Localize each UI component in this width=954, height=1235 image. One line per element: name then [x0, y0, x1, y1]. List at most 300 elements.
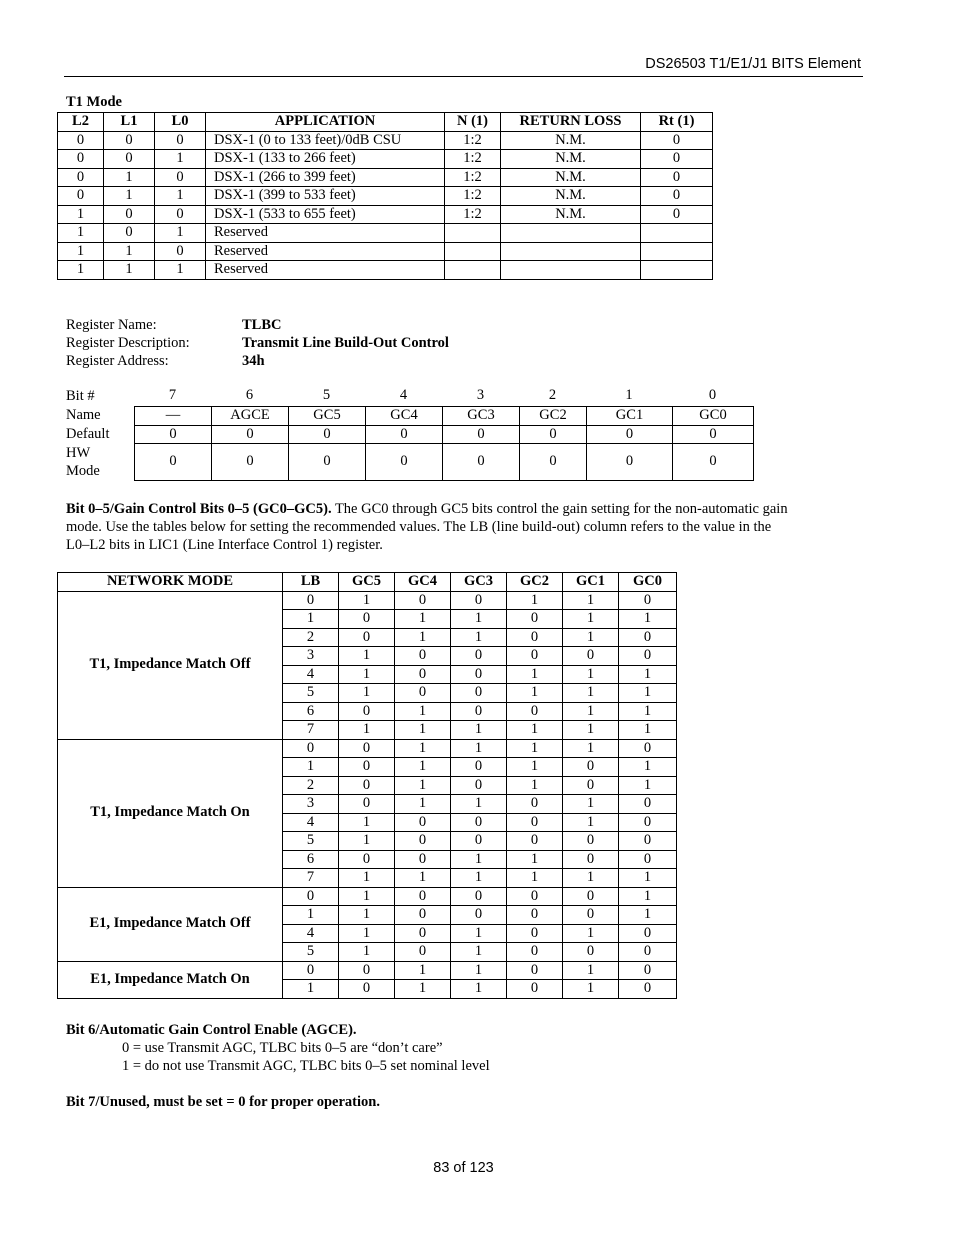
gain-header-cell: GC0	[619, 573, 677, 592]
gain-value-cell: 1	[451, 943, 507, 962]
gain-value-cell: 0	[451, 832, 507, 851]
gain-value-cell: 7	[283, 721, 339, 740]
gain-value-cell: 1	[507, 869, 563, 888]
t1-table-cell: 1	[155, 187, 206, 206]
gain-value-cell: 0	[507, 795, 563, 814]
bit-number-cell: 7	[168, 387, 177, 403]
gain-header-cell: NETWORK MODE	[58, 573, 283, 592]
t1-table-cell: 0	[104, 224, 155, 243]
gain-value-cell: 0	[395, 684, 451, 703]
gain-value-cell: 1	[563, 739, 619, 758]
bit-name-cell: GC3	[443, 407, 520, 426]
t1-table-cell: DSX-1 (133 to 266 feet)	[206, 150, 445, 169]
gain-value-cell: 1	[563, 628, 619, 647]
gain-value-cell: 0	[507, 924, 563, 943]
gain-value-cell: 0	[339, 961, 395, 980]
bit-name-cell: GC0	[673, 407, 754, 426]
t1-table-cell: 0	[641, 131, 713, 150]
gain-value-cell: 0	[563, 906, 619, 925]
gain-value-cell: 1	[563, 813, 619, 832]
t1-table-cell: Reserved	[206, 261, 445, 280]
gain-value-cell: 0	[563, 647, 619, 666]
gain-value-cell: 1	[395, 758, 451, 777]
t1-header-cell: L2	[58, 113, 104, 132]
gain-value-cell: 1	[339, 591, 395, 610]
bit-hw-cell: 0	[289, 444, 366, 481]
gain-value-cell: 6	[283, 850, 339, 869]
gain-value-cell: 2	[283, 776, 339, 795]
t1-header-cell: Rt (1)	[641, 113, 713, 132]
gain-value-cell: 0	[619, 943, 677, 962]
bit-number-label: Bit #	[66, 388, 95, 404]
t1-table-cell: N.M.	[501, 131, 641, 150]
gain-value-cell: 0	[395, 591, 451, 610]
gain-value-cell: 0	[563, 832, 619, 851]
gain-value-cell: 1	[339, 906, 395, 925]
bit-default-label: Default	[66, 426, 110, 442]
gain-table-row	[58, 887, 677, 906]
bit-name-cell: AGCE	[212, 407, 289, 426]
gain-value-cell: 1	[619, 776, 677, 795]
bit-number-row	[134, 387, 753, 405]
t1-table-cell	[501, 261, 641, 280]
header-rule	[64, 76, 863, 77]
bit-name-cell: GC1	[587, 407, 673, 426]
t1-table-cell: DSX-1 (533 to 655 feet)	[206, 205, 445, 224]
gain-value-cell: 1	[339, 943, 395, 962]
network-mode-cell: T1, Impedance Match On	[58, 739, 283, 887]
bit-name-cell: —	[135, 407, 212, 426]
bit-hw-cell: 0	[587, 444, 673, 481]
bit-name-row	[135, 407, 754, 426]
t1-table-cell: Reserved	[206, 242, 445, 261]
t1-table-cell: N.M.	[501, 150, 641, 169]
bit-name-cell: GC4	[366, 407, 443, 426]
t1-table-cell: 0	[58, 150, 104, 169]
gain-value-cell: 0	[619, 850, 677, 869]
gain-control-text-1: The GC0 through GC5 bits control the gain setting for the non-automatic gain	[331, 501, 788, 517]
gain-value-cell: 1	[619, 610, 677, 629]
gain-table-header-row	[58, 573, 677, 592]
t1-mode-table	[57, 112, 713, 280]
gain-value-cell: 5	[283, 832, 339, 851]
gain-control-description	[66, 500, 866, 554]
t1-table-row	[58, 261, 713, 280]
gain-value-cell: 1	[339, 647, 395, 666]
gain-value-cell: 1	[619, 758, 677, 777]
gain-value-cell: 0	[619, 739, 677, 758]
gain-value-cell: 1	[507, 739, 563, 758]
bit-hw-cell: 0	[135, 444, 212, 481]
gain-value-cell: 1	[451, 721, 507, 740]
t1-table-cell: 1	[155, 224, 206, 243]
t1-table-cell: 1	[58, 261, 104, 280]
gain-value-cell: 0	[395, 813, 451, 832]
t1-table-row	[58, 205, 713, 224]
gain-value-cell: 0	[563, 943, 619, 962]
t1-table-cell	[445, 242, 501, 261]
gain-value-cell: 1	[395, 610, 451, 629]
bit-name-cell: GC2	[520, 407, 587, 426]
t1-table-cell: 0	[641, 150, 713, 169]
gain-value-cell: 1	[451, 850, 507, 869]
bit-number-cell: 2	[548, 387, 557, 403]
gain-control-heading: Bit 0–5/Gain Control Bits 0–5 (GC0–GC5).	[66, 501, 332, 517]
gain-value-cell: 1	[619, 869, 677, 888]
gain-value-cell: 0	[451, 702, 507, 721]
bit-default-cell: 0	[366, 425, 443, 444]
t1-table-cell: 1	[104, 168, 155, 187]
agce-heading: Bit 6/Automatic Gain Control Enable (AGCE).	[66, 1022, 357, 1038]
gain-value-cell: 0	[395, 850, 451, 869]
gain-value-cell: 1	[619, 887, 677, 906]
t1-table-cell: 0	[155, 205, 206, 224]
gain-value-cell: 1	[507, 721, 563, 740]
gain-value-cell: 0	[507, 943, 563, 962]
gain-value-cell: 0	[619, 591, 677, 610]
gain-value-cell: 1	[451, 739, 507, 758]
bit-number-cell: 3	[476, 387, 485, 403]
gain-value-cell: 0	[339, 739, 395, 758]
bit-name-label: Name	[66, 407, 101, 423]
t1-table-row	[58, 131, 713, 150]
bit-register-table	[134, 406, 754, 481]
gain-value-cell: 0	[619, 961, 677, 980]
gain-value-cell: 0	[395, 943, 451, 962]
register-name-label: Register Name:	[66, 317, 157, 333]
bit-mode-label: Mode	[66, 463, 100, 479]
bit-hw-cell: 0	[366, 444, 443, 481]
register-name-value: TLBC	[242, 317, 282, 333]
gain-value-cell: 1	[451, 628, 507, 647]
gain-value-cell: 0	[339, 610, 395, 629]
t1-header-cell: L1	[104, 113, 155, 132]
gain-value-cell: 0	[507, 813, 563, 832]
gain-value-cell: 0	[451, 906, 507, 925]
gain-value-cell: 4	[283, 924, 339, 943]
t1-table-row	[58, 242, 713, 261]
t1-table-row	[58, 187, 713, 206]
gain-value-cell: 1	[339, 924, 395, 943]
document-title: DS26503 T1/E1/J1 BITS Element	[645, 56, 861, 72]
gain-control-text-3: L0–L2 bits in LIC1 (Line Interface Control 1) register.	[66, 537, 383, 553]
bit-default-cell: 0	[212, 425, 289, 444]
register-address-label: Register Address:	[66, 353, 169, 369]
t1-table-cell	[641, 242, 713, 261]
t1-header-cell: L0	[155, 113, 206, 132]
bit-default-cell: 0	[443, 425, 520, 444]
bit-number-cell: 5	[322, 387, 331, 403]
t1-table-cell: 0	[155, 242, 206, 261]
t1-table-cell: 0	[58, 131, 104, 150]
t1-header-cell: APPLICATION	[206, 113, 445, 132]
gain-value-cell: 1	[339, 813, 395, 832]
t1-table-cell	[445, 224, 501, 243]
gain-value-cell: 0	[339, 850, 395, 869]
gain-value-cell: 1	[395, 702, 451, 721]
gain-value-cell: 1	[563, 721, 619, 740]
gain-value-cell: 1	[395, 721, 451, 740]
gain-value-cell: 0	[619, 647, 677, 666]
gain-value-cell: 0	[395, 906, 451, 925]
gain-value-cell: 0	[395, 887, 451, 906]
t1-table-cell: N.M.	[501, 205, 641, 224]
gain-value-cell: 1	[619, 665, 677, 684]
gain-value-cell: 2	[283, 628, 339, 647]
gain-value-cell: 0	[451, 813, 507, 832]
gain-value-cell: 0	[283, 591, 339, 610]
bit-hw-cell: 0	[520, 444, 587, 481]
gain-value-cell: 1	[507, 758, 563, 777]
gain-value-cell: 0	[563, 887, 619, 906]
gain-header-cell: GC4	[395, 573, 451, 592]
bit-hw-label: HW	[66, 445, 91, 461]
gain-value-cell: 1	[507, 850, 563, 869]
bit-default-cell: 0	[587, 425, 673, 444]
gain-value-cell: 0	[619, 924, 677, 943]
gain-value-cell: 5	[283, 684, 339, 703]
gain-value-cell: 1	[339, 869, 395, 888]
t1-table-cell: 1:2	[445, 150, 501, 169]
gain-settings-table	[57, 572, 677, 999]
t1-table-row	[58, 150, 713, 169]
t1-table-cell: DSX-1 (0 to 133 feet)/0dB CSU	[206, 131, 445, 150]
t1-table-cell: 1	[155, 150, 206, 169]
gain-value-cell: 1	[507, 591, 563, 610]
t1-table-cell: 1	[104, 242, 155, 261]
gain-value-cell: 0	[563, 850, 619, 869]
t1-table-cell	[641, 261, 713, 280]
bit-hw-cell: 0	[212, 444, 289, 481]
gain-value-cell: 0	[451, 758, 507, 777]
t1-table-cell: 1	[58, 242, 104, 261]
t1-table-cell: 1	[58, 205, 104, 224]
gain-value-cell: 0	[507, 906, 563, 925]
gain-value-cell: 0	[395, 832, 451, 851]
gain-header-cell: GC2	[507, 573, 563, 592]
gain-value-cell: 0	[507, 702, 563, 721]
page-number: 83 of 123	[433, 1160, 494, 1176]
register-description-label: Register Description:	[66, 335, 190, 351]
gain-value-cell: 0	[451, 776, 507, 795]
gain-header-cell: GC1	[563, 573, 619, 592]
gain-value-cell: 1	[395, 869, 451, 888]
gain-value-cell: 0	[507, 887, 563, 906]
t1-mode-header-row	[58, 113, 713, 132]
gain-value-cell: 1	[563, 961, 619, 980]
gain-value-cell: 0	[451, 665, 507, 684]
gain-value-cell: 0	[451, 647, 507, 666]
gain-value-cell: 0	[395, 924, 451, 943]
t1-table-cell: 1:2	[445, 131, 501, 150]
t1-table-row	[58, 168, 713, 187]
gain-value-cell: 1	[451, 795, 507, 814]
t1-table-cell: 1	[155, 261, 206, 280]
gain-value-cell: 1	[395, 776, 451, 795]
t1-header-cell: N (1)	[445, 113, 501, 132]
gain-table-row	[58, 961, 677, 980]
t1-header-cell: RETURN LOSS	[501, 113, 641, 132]
t1-table-cell: 0	[155, 131, 206, 150]
gain-value-cell: 0	[339, 758, 395, 777]
gain-value-cell: 0	[395, 665, 451, 684]
t1-table-cell: 0	[641, 205, 713, 224]
gain-value-cell: 0	[339, 776, 395, 795]
gain-value-cell: 1	[339, 832, 395, 851]
gain-value-cell: 1	[339, 721, 395, 740]
gain-value-cell: 1	[563, 665, 619, 684]
bit-hw-mode-row	[135, 444, 754, 481]
gain-value-cell: 0	[283, 961, 339, 980]
gain-header-cell: GC3	[451, 573, 507, 592]
gain-value-cell: 0	[339, 980, 395, 999]
gain-value-cell: 1	[451, 961, 507, 980]
t1-table-cell	[501, 242, 641, 261]
gain-value-cell: 0	[451, 684, 507, 703]
gain-value-cell: 1	[339, 665, 395, 684]
gain-value-cell: 1	[619, 702, 677, 721]
network-mode-cell: E1, Impedance Match Off	[58, 887, 283, 961]
gain-value-cell: 0	[451, 887, 507, 906]
gain-header-cell: LB	[283, 573, 339, 592]
gain-value-cell: 1	[619, 906, 677, 925]
gain-value-cell: 1	[395, 980, 451, 999]
gain-control-text-2: mode. Use the tables below for setting the recommended values. The LB (line build-out) column refers to the value in the	[66, 519, 772, 535]
network-mode-cell: E1, Impedance Match On	[58, 961, 283, 998]
bit7-note: Bit 7/Unused, must be set = 0 for proper operation.	[66, 1094, 380, 1110]
t1-table-cell: 0	[104, 131, 155, 150]
t1-table-cell: 0	[104, 205, 155, 224]
gain-value-cell: 0	[563, 758, 619, 777]
gain-table-row	[58, 739, 677, 758]
gain-value-cell: 0	[619, 813, 677, 832]
gain-value-cell: 1	[619, 684, 677, 703]
gain-value-cell: 0	[619, 832, 677, 851]
t1-table-cell: 1:2	[445, 187, 501, 206]
gain-header-cell: GC5	[339, 573, 395, 592]
gain-value-cell: 0	[507, 628, 563, 647]
gain-value-cell: 1	[563, 869, 619, 888]
agce-option-0: 0 = use Transmit AGC, TLBC bits 0–5 are “don’t care”	[122, 1040, 443, 1056]
gain-value-cell: 1	[451, 610, 507, 629]
gain-value-cell: 0	[339, 702, 395, 721]
t1-table-cell: 1	[104, 187, 155, 206]
bit-default-cell: 0	[135, 425, 212, 444]
gain-value-cell: 1	[395, 628, 451, 647]
gain-value-cell: 1	[395, 795, 451, 814]
bit-number-cell: 4	[399, 387, 408, 403]
bit-default-cell: 0	[520, 425, 587, 444]
gain-value-cell: 0	[283, 739, 339, 758]
t1-table-cell: 0	[104, 150, 155, 169]
bit-default-row	[135, 425, 754, 444]
gain-value-cell: 0	[619, 795, 677, 814]
t1-table-cell	[445, 261, 501, 280]
gain-value-cell: 1	[283, 906, 339, 925]
gain-value-cell: 0	[619, 628, 677, 647]
t1-table-cell: 0	[58, 168, 104, 187]
gain-value-cell: 1	[507, 776, 563, 795]
gain-value-cell: 5	[283, 943, 339, 962]
gain-value-cell: 1	[451, 924, 507, 943]
bit-number-cell: 1	[625, 387, 633, 403]
gain-value-cell: 1	[283, 980, 339, 999]
gain-value-cell: 3	[283, 795, 339, 814]
bit-default-cell: 0	[289, 425, 366, 444]
gain-value-cell: 1	[619, 721, 677, 740]
t1-table-cell: 0	[641, 168, 713, 187]
gain-value-cell: 1	[283, 610, 339, 629]
t1-table-cell: 0	[641, 187, 713, 206]
bit-name-cell: GC5	[289, 407, 366, 426]
agce-option-1: 1 = do not use Transmit AGC, TLBC bits 0–5 set nominal level	[122, 1058, 490, 1074]
gain-value-cell: 0	[507, 647, 563, 666]
t1-table-cell	[641, 224, 713, 243]
gain-value-cell: 1	[563, 980, 619, 999]
gain-value-cell: 4	[283, 665, 339, 684]
gain-value-cell: 6	[283, 702, 339, 721]
gain-value-cell: 3	[283, 647, 339, 666]
t1-table-cell: 1	[58, 224, 104, 243]
register-description-value: Transmit Line Build-Out Control	[242, 335, 449, 351]
t1-table-cell	[501, 224, 641, 243]
gain-value-cell: 0	[563, 776, 619, 795]
gain-value-cell: 0	[395, 647, 451, 666]
t1-table-cell: 1	[104, 261, 155, 280]
gain-value-cell: 0	[507, 832, 563, 851]
t1-table-cell: 0	[155, 168, 206, 187]
gain-value-cell: 0	[619, 980, 677, 999]
gain-value-cell: 1	[563, 702, 619, 721]
t1-table-row	[58, 224, 713, 243]
gain-value-cell: 0	[451, 591, 507, 610]
t1-table-cell: DSX-1 (266 to 399 feet)	[206, 168, 445, 187]
gain-value-cell: 1	[339, 684, 395, 703]
gain-value-cell: 0	[507, 961, 563, 980]
gain-value-cell: 0	[339, 795, 395, 814]
gain-value-cell: 1	[451, 869, 507, 888]
gain-value-cell: 1	[507, 684, 563, 703]
gain-value-cell: 1	[339, 887, 395, 906]
gain-value-cell: 1	[395, 739, 451, 758]
gain-value-cell: 1	[395, 961, 451, 980]
gain-value-cell: 1	[563, 610, 619, 629]
bit-hw-cell: 0	[443, 444, 520, 481]
t1-table-cell: 1:2	[445, 168, 501, 187]
bit-number-cell: 6	[245, 387, 254, 403]
gain-value-cell: 1	[283, 758, 339, 777]
t1-table-cell: N.M.	[501, 168, 641, 187]
network-mode-cell: T1, Impedance Match Off	[58, 591, 283, 739]
t1-table-cell: N.M.	[501, 187, 641, 206]
gain-value-cell: 1	[507, 665, 563, 684]
t1-table-cell: 0	[58, 187, 104, 206]
gain-value-cell: 1	[451, 980, 507, 999]
gain-value-cell: 1	[563, 795, 619, 814]
gain-table-row	[58, 591, 677, 610]
gain-value-cell: 1	[563, 684, 619, 703]
gain-value-cell: 1	[563, 591, 619, 610]
gain-value-cell: 7	[283, 869, 339, 888]
t1-table-cell: Reserved	[206, 224, 445, 243]
gain-value-cell: 0	[339, 628, 395, 647]
bit-default-cell: 0	[673, 425, 754, 444]
t1-table-cell: 1:2	[445, 205, 501, 224]
gain-value-cell: 0	[507, 610, 563, 629]
gain-value-cell: 0	[507, 980, 563, 999]
t1-mode-caption: T1 Mode	[66, 94, 122, 110]
gain-value-cell: 4	[283, 813, 339, 832]
